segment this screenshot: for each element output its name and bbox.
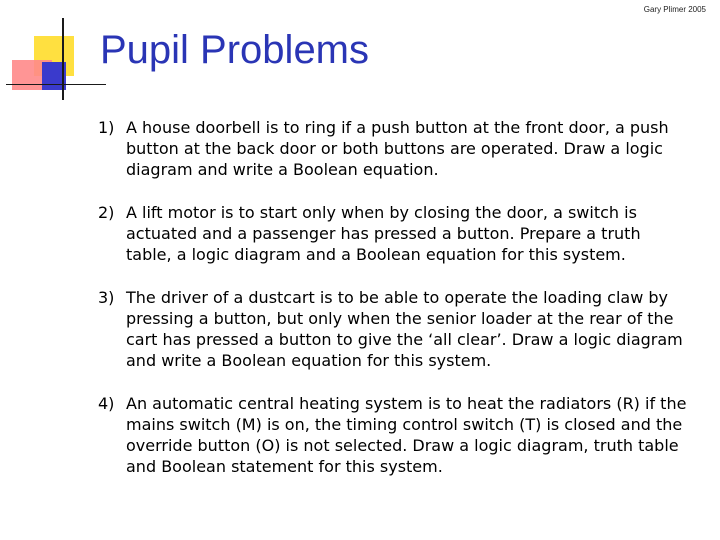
problem-list [98, 117, 688, 499]
problem-number: 3) [98, 288, 115, 307]
problem-text: A house doorbell is to ring if a push button at the front door, a push button at the back door or both buttons are operated. Draw a logic diagram and write a Boolean equation. [126, 118, 669, 179]
problem-item [98, 202, 688, 265]
problem-number: 2) [98, 203, 115, 222]
problem-text: An automatic central heating system is to heat the radiators (R) if the mains switch (M) is on, the timing control switch (T) is closed and the override button (O) is not selected. Draw a logic diagram, truth table and Boolean statement for this system. [126, 394, 687, 476]
author-credit: Gary Plimer 2005 [643, 5, 706, 14]
decor-vertical-line [62, 18, 64, 100]
problem-item [98, 117, 688, 180]
problem-text: The driver of a dustcart is to be able to operate the loading claw by pressing a button, but only when the senior loader at the rear of the cart has pressed a button to give the ‘all clear’. Draw a logic diagram and write a Boolean equation for this system. [126, 288, 683, 370]
decor-horizontal-line [6, 84, 106, 85]
problem-number: 4) [98, 394, 115, 413]
problem-text: A lift motor is to start only when by closing the door, a switch is actuated and a passenger has pressed a button. Prepare a truth table, a logic diagram and a Boolean equation for this system. [126, 203, 641, 264]
problem-item [98, 287, 688, 371]
slide-title: Pupil Problems [100, 28, 370, 72]
problem-item [98, 393, 688, 477]
problem-number: 1) [98, 118, 115, 137]
